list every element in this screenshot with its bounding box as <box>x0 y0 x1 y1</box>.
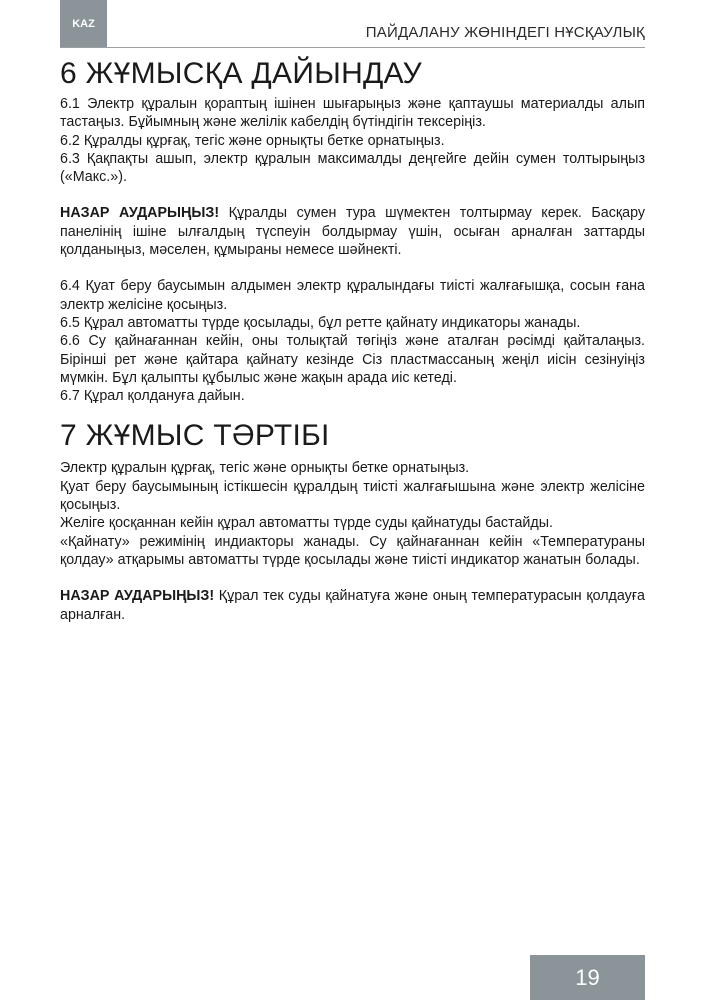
warning-text: Құралды сумен тура шүмектен толтырмау керек. Басқару панелінің ішіне ылғалдың түспеуін болдырмау үшін, осыған арналған заттарды қолданыңыз, мәселен, құмыраны немесе шәйнекті. <box>60 205 646 259</box>
paragraph-7-4: «Қайнату» режимінің индиакторы жанады. Су қайнағаннан кейін «Температураны қолдау» атқарымы автоматты түрде қосылады және тиісті индикатор жанатын болады. <box>60 533 645 568</box>
paragraph-6-6: 6.6 Су қайнағаннан кейін, оны толықтай төгіңіз және аталған рәсімді қайталаңыз. Бірінші рет және қайтара қайнату кезінде Сіз пластмассаның жеңіл иісін сезінуіңіз мүмкін. Бұл қалыпты құбылыс және жақын арада иіс кетеді. <box>60 333 645 386</box>
paragraph-6-4: 6.4 Қуат беру баусымын алдымен электр құралындағы тиісті жалғағышқа, сосын ғана электр желісіне қосыңыз. <box>60 278 645 313</box>
section-6-warning <box>60 204 645 259</box>
warning-text: Құрал тек суды қайнатуға және оның температурасын қолдауға арналған. <box>60 588 646 623</box>
header-divider <box>60 47 645 48</box>
paragraph-6-1: 6.1 Электр құралын қораптың ішінен шығарыңыз және қаптаушы материалды алып тастаңыз. Бұйымның және желілік кабелдің бүтіндігін тексеріңіз. <box>60 96 645 131</box>
paragraph-7-3: Желіге қосқаннан кейін құрал автоматты түрде суды қайнатуды бастайды. <box>60 515 553 532</box>
section-7-warning <box>60 587 645 624</box>
paragraph-6-5: 6.5 Құрал автоматты түрде қосылады, бұл ретте қайнату индикаторы жанады. <box>60 314 581 331</box>
header-title: ПАЙДАЛАНУ ЖӨНІНДЕГІ НҰСҚАУЛЫҚ <box>365 24 645 41</box>
language-tab: KAZ <box>60 0 107 48</box>
warning-label: НАЗАР АУДАРЫҢЫЗ! <box>60 205 220 222</box>
section-7-heading: 7 ЖҰМЫС ТӘРТІБІ <box>60 419 330 453</box>
page-number: 19 <box>530 955 645 1000</box>
paragraph-6-7: 6.7 Құрал қолдануға дайын. <box>60 388 245 405</box>
paragraph-7-1: Электр құралын құрғақ, тегіс және орнықты бетке орнатыңыз. <box>60 460 470 477</box>
warning-label: НАЗАР АУДАРЫҢЫЗ! <box>60 588 215 605</box>
paragraph-6-2: 6.2 Құралды құрғақ, тегіс және орнықты бетке орнатыңыз. <box>60 132 445 149</box>
page-content <box>60 55 645 624</box>
paragraph-6-3: 6.3 Қақпақты ашып, электр құралын максималды деңгейге дейін сумен толтырыңыз («Макс.»). <box>60 150 645 186</box>
section-6-heading: 6 ЖҰМЫСҚА ДАЙЫНДАУ <box>60 57 423 90</box>
paragraph-7-2: Қуат беру баусымының істікшесін құралдың тиісті жалғағышына және электр желісіне қосыңыз. <box>60 478 645 514</box>
